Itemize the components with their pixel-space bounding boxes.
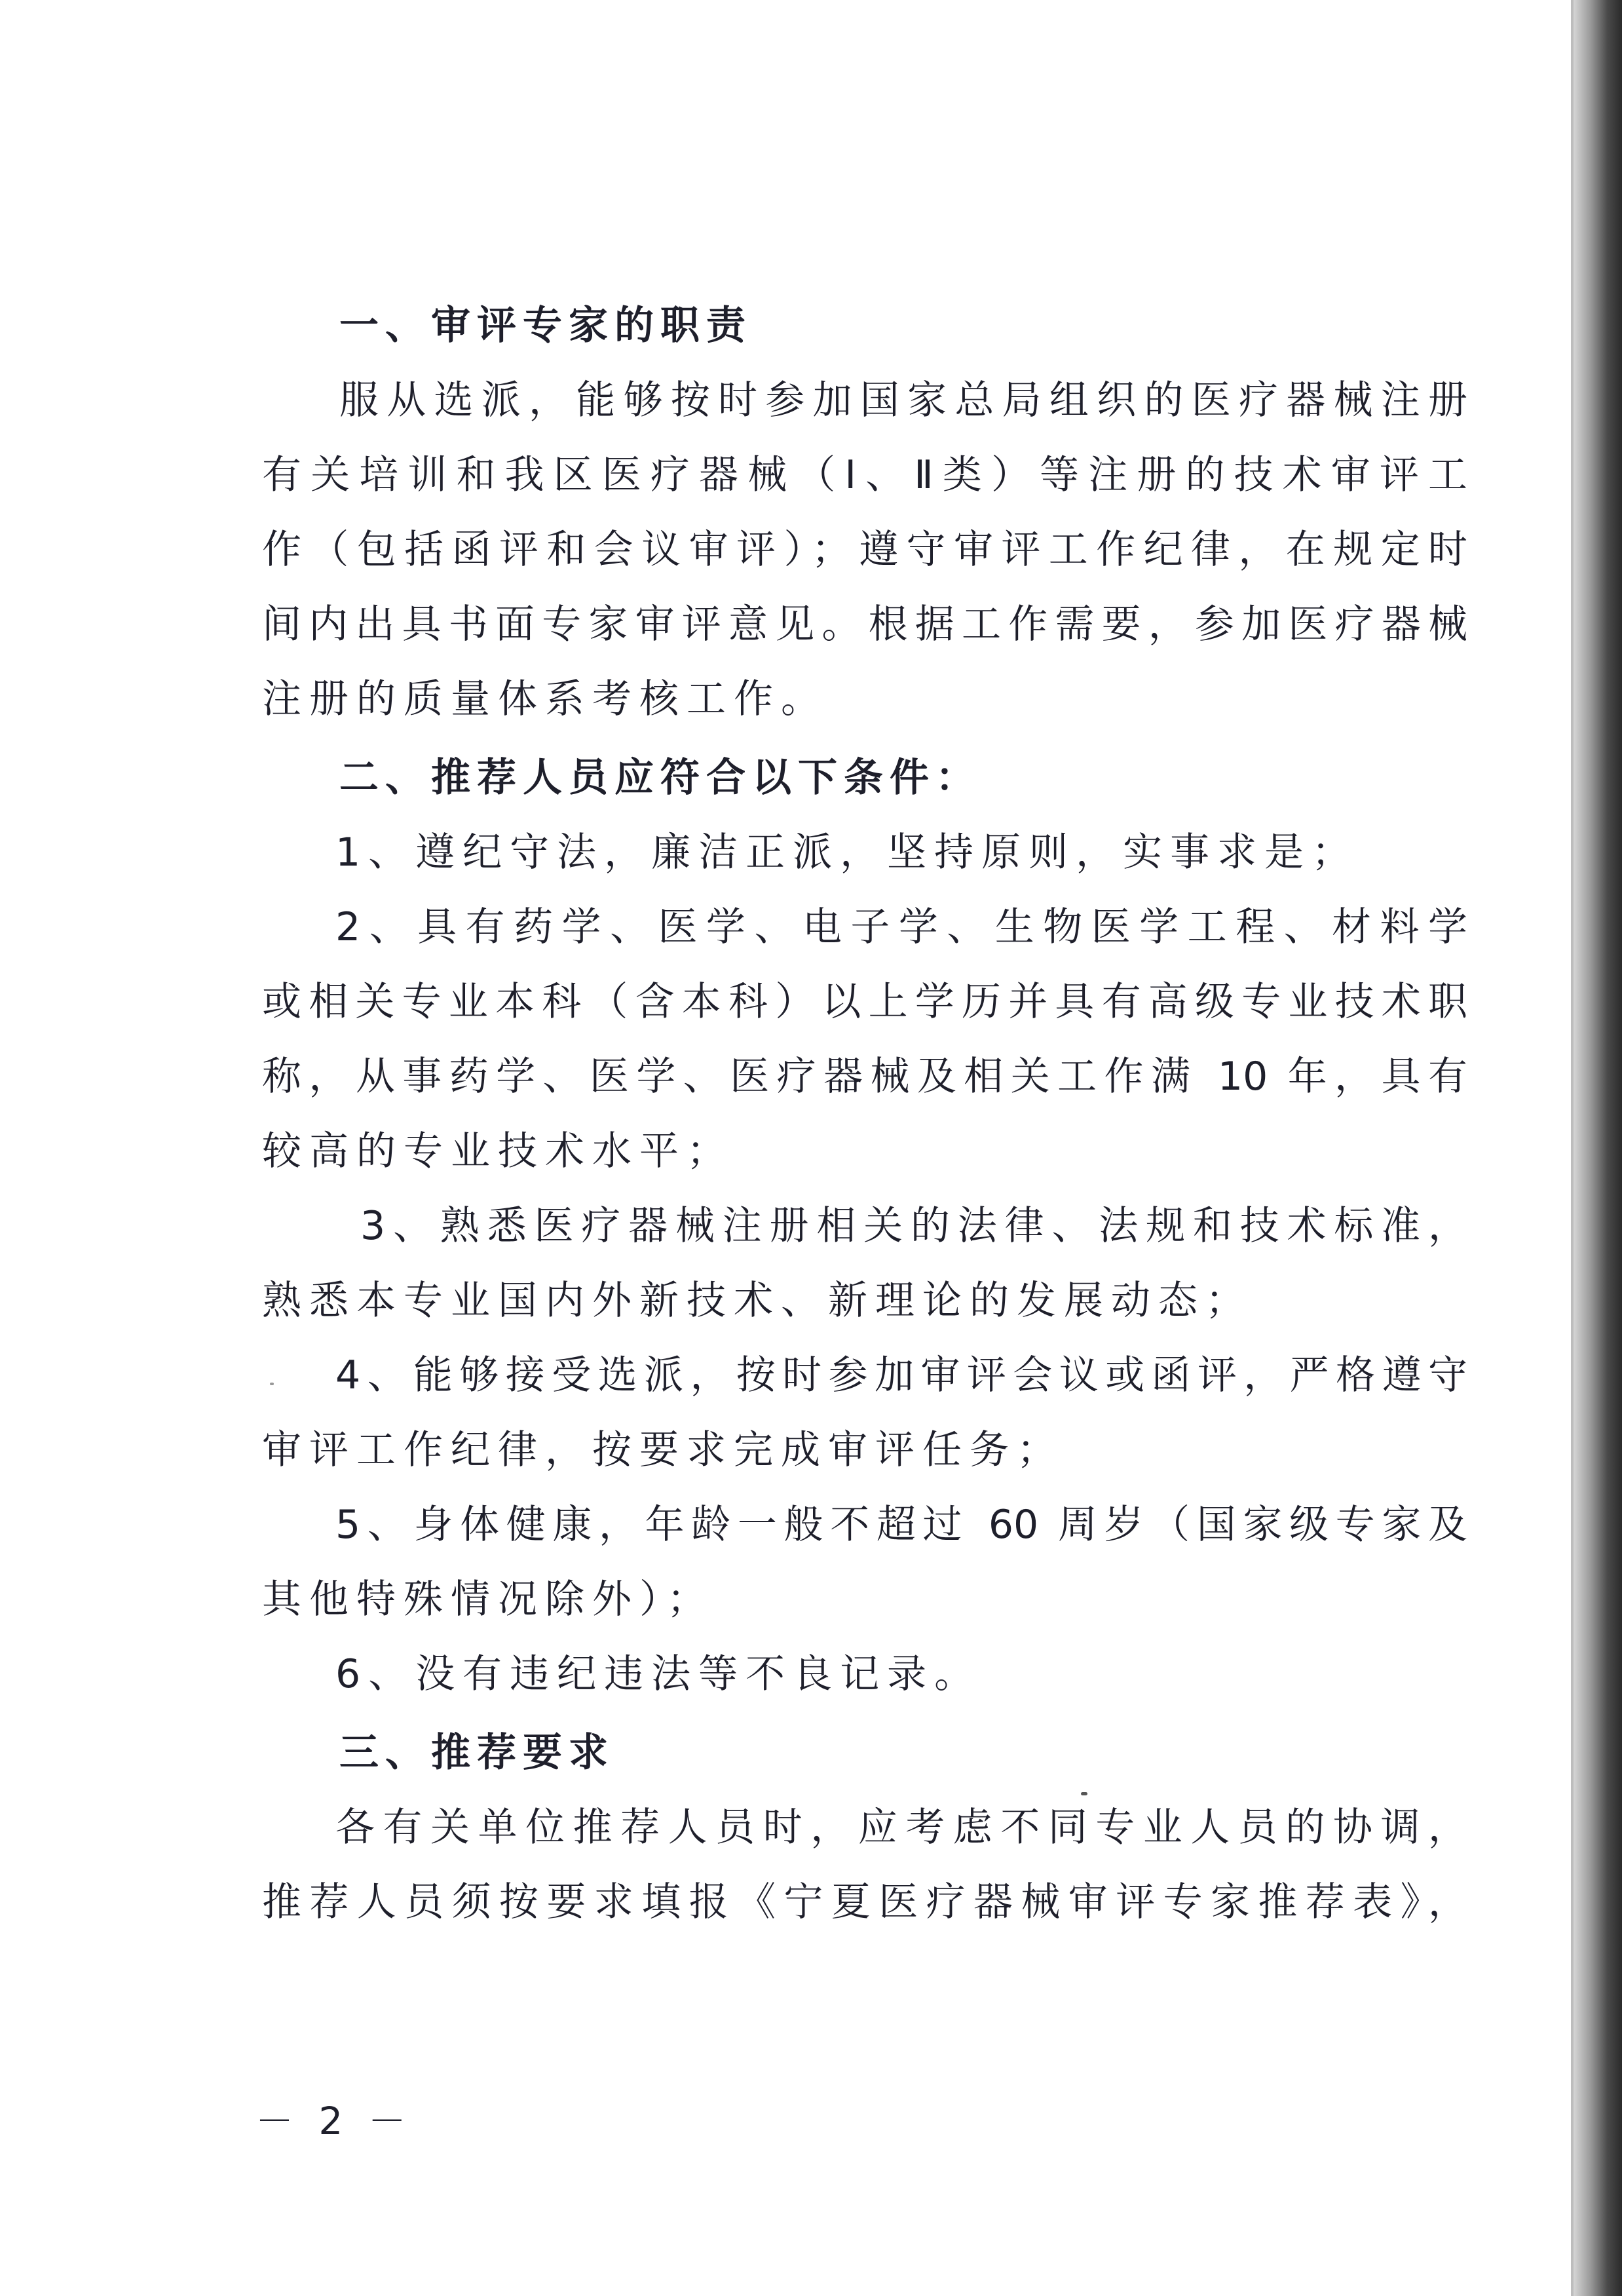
scan-speck	[270, 1383, 274, 1385]
paragraph-line: 作（包括函评和会议审评）；遵守审评工作纪律，在规定时	[262, 527, 1467, 573]
list-item-continuation: 或相关专业本科（含本科）以上学历并具有高级专业技术职	[262, 979, 1467, 1025]
paragraph-line: 各有关单位推荐人员时，应考虑不同专业人员的协调，	[335, 1805, 1467, 1850]
list-item: 6、没有违纪违法等不良记录。	[335, 1651, 982, 1697]
paragraph-line: 间内出具书面专家审评意见。根据工作需要，参加医疗器械	[262, 602, 1467, 647]
section-heading-requirements: 三、推荐要求	[339, 1730, 614, 1776]
list-item-continuation: 熟悉本专业国内外新技术、新理论的发展动态；	[262, 1278, 1253, 1324]
list-item-continuation: 较高的专业技术水平；	[262, 1128, 734, 1174]
list-item-continuation: 审评工作纪律，按要求完成审评任务；	[262, 1427, 1064, 1473]
scan-speck	[1081, 1792, 1087, 1795]
list-item-continuation: 其他特殊情况除外）；	[262, 1577, 714, 1622]
page-number: － 2 －	[255, 2099, 413, 2143]
paragraph-line: 推荐人员须按要求填报《宁夏医疗器械审评专家推荐表》，	[262, 1879, 1467, 1925]
list-item: 3、熟悉医疗器械注册相关的法律、法规和技术标准，	[360, 1203, 1467, 1249]
paragraph-line: 服从选派，能够按时参加国家总局组织的医疗器械注册	[339, 377, 1467, 423]
list-item-continuation: 称，从事药学、医学、医疗器械及相关工作满 10 年，具有	[262, 1054, 1467, 1100]
list-item: 4、能够接受选派，按时参加审评会议或函评，严格遵守	[335, 1352, 1467, 1398]
paragraph-line: 有关培训和我区医疗器械（Ⅰ、Ⅱ类）等注册的技术审评工	[262, 452, 1467, 498]
paragraph-line: 注册的质量体系考核工作。	[262, 676, 828, 722]
list-item: 2、具有药学、医学、电子学、生物医学工程、材料学	[335, 904, 1467, 950]
list-item: 1、遵纪守法，廉洁正派，坚持原则，实事求是；	[335, 830, 1359, 875]
document-body	[262, 288, 1467, 1940]
scan-edge-shadow	[1574, 0, 1622, 2296]
section-heading-conditions: 二、推荐人员应符合以下条件：	[339, 755, 981, 801]
list-item: 5、身体健康，年龄一般不超过 60 周岁（国家级专家及	[335, 1502, 1467, 1548]
section-heading-duties: 一、审评专家的职责	[339, 303, 752, 349]
